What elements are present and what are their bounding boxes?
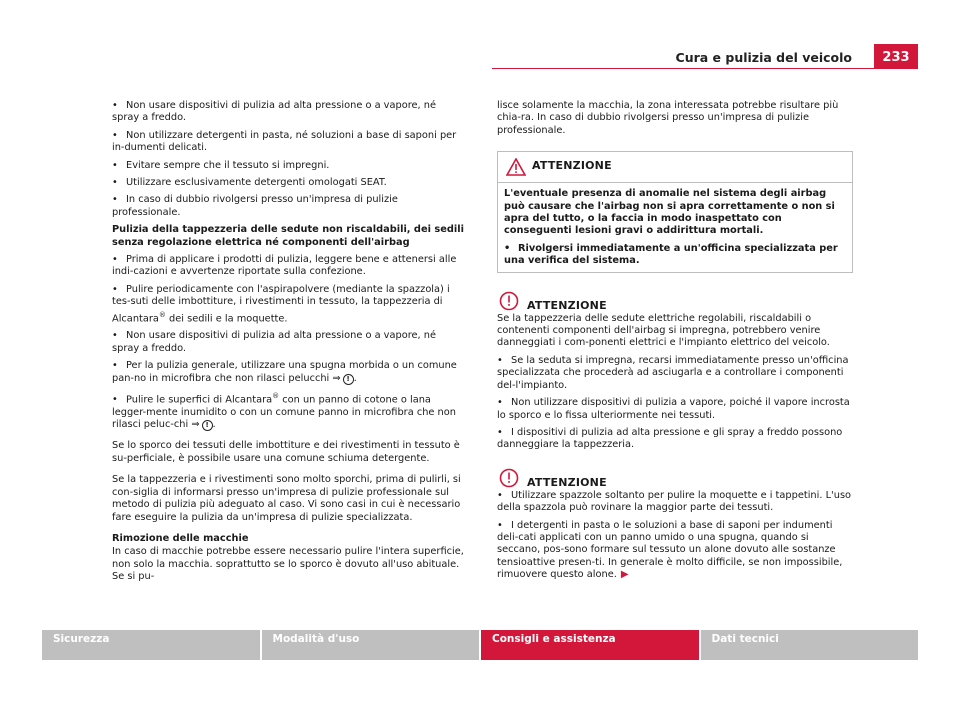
footer-tab-consigli[interactable]: Consigli e assistenza: [481, 630, 699, 660]
section-subheading: Pulizia della tappezzeria delle sedute non riscaldabili, dei sedili senza regolazione elettrica né componenti dell'airbag: [112, 224, 464, 248]
paragraph: Se lo sporco dei tessuti delle imbottiture e dei rivestimenti in tessuto è su-perficiale, è possibile usare una comune schiuma detergente.: [112, 440, 460, 464]
section-subheading: Rimozione delle macchie: [112, 532, 249, 544]
footer-tab-dati-tecnici[interactable]: Dati tecnici: [701, 630, 919, 660]
list-item: • I dispositivi di pulizia ad alta pressione e gli spray a freddo possono danneggiare la tappezzeria.: [497, 426, 843, 451]
continue-arrow-icon[interactable]: ▶: [620, 569, 629, 581]
registered-mark: ®: [158, 310, 166, 319]
warning-box-title: ATTENZIONE: [532, 159, 612, 173]
footer-tab-sicurezza[interactable]: Sicurezza: [42, 630, 260, 660]
attention-heading: ATTENZIONE: [497, 468, 853, 490]
list-item: • Utilizzare spazzole soltanto per pulire la moquette e i tappetini. L'uso della spazzola può rovinare la maggior parte dei tessuti.: [497, 489, 852, 514]
list-item: • I detergenti in pasta o le soluzioni a base di saponi per indumenti deli-cati applicati con un panno umido o una spugna, quando si seccano, pos-sono formare sul tessuto un alone dovuto alle sostanze tensioattive presen-ti. In generale è molto difficile, se non impossibile, rimuovere questo alone. ▶: [497, 519, 843, 581]
attention-heading: ATTENZIONE: [497, 291, 853, 313]
running-header-title: Cura e pulizia del veicolo: [675, 50, 852, 65]
warning-box-text: L'eventuale presenza di anomalie nel sistema degli airbag può causare che l'airbag non si apra correttamente o non si apra del tutto, o la faccia in modo inaspettato con conseguenti lesioni gravi o addirittura mortali.: [504, 188, 835, 237]
registered-mark: ®: [272, 391, 280, 400]
list-item: • Per la pulizia generale, utilizzare una spugna morbida o un comune pan-no in microfibra che non rilasci pelucchi ⇒ ! .: [112, 360, 457, 384]
list-item: • Rivolgersi immediatamente a un'officina specializzata per una verifica del sistema.: [504, 242, 838, 267]
list-item: • Non usare dispositivi di pulizia ad alta pressione o a vapore, né spray a freddo.: [112, 100, 437, 124]
footer-nav: [42, 630, 918, 660]
header-divider: [492, 68, 918, 69]
warning-triangle-icon: [506, 158, 526, 180]
list-item: • Non utilizzare detergenti in pasta, né soluzioni a base di saponi per in-dumenti delicati.: [112, 129, 457, 154]
list-item: • Utilizzare esclusivamente detergenti omologati SEAT.: [112, 177, 387, 189]
list-item: • Non utilizzare dispositivi di pulizia a vapore, poiché il vapore incrosta lo sporco e lo fissa ulteriormente nei tessuti.: [497, 397, 850, 421]
page-number: 233: [874, 44, 918, 68]
list-item: • Pulire periodicamente con l'aspirapolvere (mediante la spazzola) i tes-suti delle imbottiture, i rivestimenti in tessuto, la tappezzeria di Alcantara® dei sedili e la moquette.: [112, 283, 450, 324]
list-item: • Non usare dispositivi di pulizia ad alta pressione o a vapore, né spray a freddo.: [112, 330, 437, 354]
list-item: • Pulire le superfici di Alcantara® con un panno di cotone o lana legger-mente inumidito o con un comune panno in microfibra che non rilasci peluc-chi ⇒ ! .: [112, 391, 456, 431]
warning-reference-icon[interactable]: !: [202, 420, 213, 431]
footer-tab-modalita[interactable]: Modalità d'uso: [262, 630, 480, 660]
caution-circle-icon: [499, 291, 519, 315]
warning-reference-icon[interactable]: !: [343, 374, 354, 385]
list-item: • Evitare sempre che il tessuto si impregni.: [112, 159, 330, 171]
paragraph: Se la tappezzeria e i rivestimenti sono molto sporchi, prima di pulirli, si con-siglia di informarsi presso un'impresa di pulizie professionale sul metodo di pulizia più adeguato al caso. Vi sono casi in cui è necessario fare eseguire la pulizia da un'impresa di pulizie specializzata.: [112, 474, 461, 523]
left-column: [112, 100, 466, 589]
list-item: • Prima di applicare i prodotti di pulizia, leggere bene e attenersi alle indi-cazioni e avvertenze riportate sulla confezione.: [112, 254, 457, 278]
paragraph: In caso di macchie potrebbe essere necessario pulire l'intera superficie, non solo la macchia. soprattutto se lo sporco è dovuto all'uso abituale. Se si pu-: [112, 546, 464, 583]
right-column: [497, 100, 853, 587]
caution-circle-icon: [499, 468, 519, 492]
warning-box: [497, 151, 853, 272]
list-item: • In caso di dubbio rivolgersi presso un'impresa di pulizie professionale.: [112, 194, 398, 218]
paragraph: lisce solamente la macchia, la zona interessata potrebbe risultare più chia-ra. In caso di dubbio rivolgersi presso un'impresa di pulizie professionale.: [497, 100, 839, 136]
list-item: • Se la seduta si impregna, recarsi immediatamente presso un'officina specializzata che procederà ad asciugarla e a controllare i componenti del-l'impianto.: [497, 354, 849, 391]
attention-text: Se la tappezzeria delle sedute elettriche regolabili, riscaldabili o contenenti componenti dell'airbag si impregna, potrebbero venire danneggiati i com-ponenti elettrici e l'impianto elettrico del veicolo.: [497, 312, 830, 349]
